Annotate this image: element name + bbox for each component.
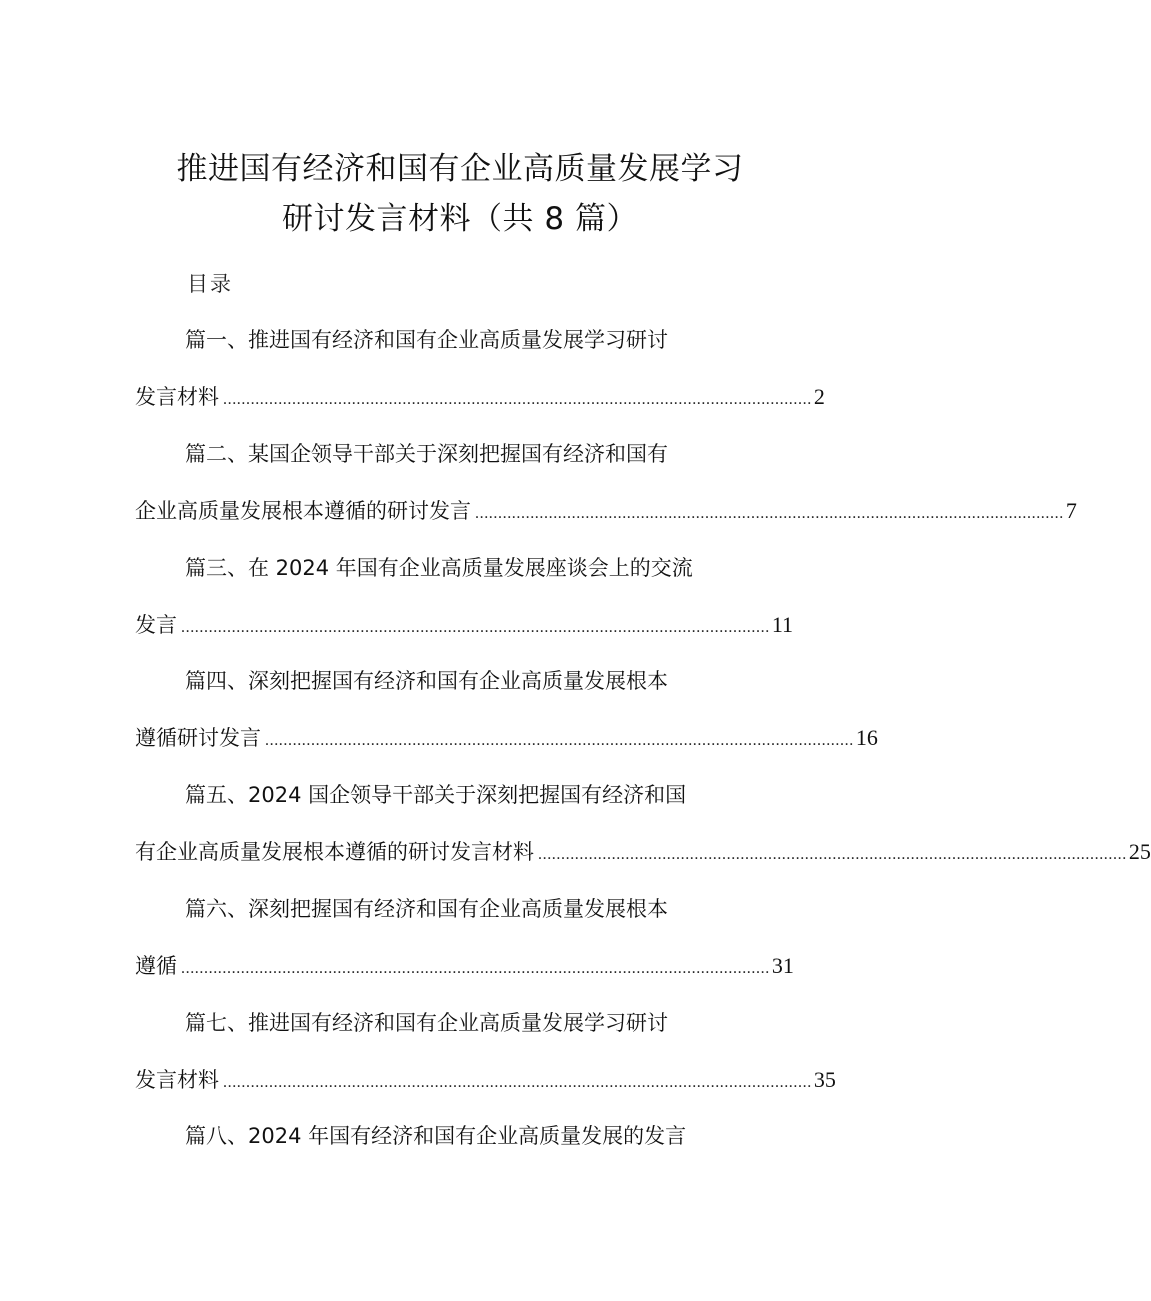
toc-heading: 目录 bbox=[187, 272, 233, 296]
toc-page-number: 16 bbox=[855, 725, 878, 750]
dot-leader: ................................................................................................................................ bbox=[223, 1074, 812, 1091]
dot-leader: ................................................................................................................................ bbox=[181, 960, 770, 977]
toc-entry-1-title[interactable]: 篇一、推进国有经济和国有企业高质量发展学习研讨 bbox=[185, 328, 668, 352]
toc-entry-4-continuation[interactable] bbox=[135, 722, 878, 752]
toc-entry-6-continuation[interactable] bbox=[135, 950, 794, 980]
toc-entry-text: 发言材料 bbox=[135, 1068, 219, 1092]
toc-entry-5-title[interactable]: 篇五、2024 国企领导干部关于深刻把握国有经济和国 bbox=[185, 783, 687, 807]
dot-leader: ................................................................................................................................ bbox=[223, 391, 812, 408]
document-title-line-1: 推进国有经济和国有企业高质量发展学习 bbox=[176, 151, 744, 187]
toc-page-number: 11 bbox=[771, 612, 793, 637]
toc-entry-6-title[interactable]: 篇六、深刻把握国有经济和国有企业高质量发展根本 bbox=[185, 897, 668, 921]
toc-entry-3-title[interactable]: 篇三、在 2024 年国有企业高质量发展座谈会上的交流 bbox=[185, 556, 693, 580]
toc-entry-text: 有企业高质量发展根本遵循的研讨发言材料 bbox=[135, 840, 534, 864]
toc-page-number: 35 bbox=[813, 1067, 836, 1092]
toc-entry-3-continuation[interactable] bbox=[135, 609, 793, 639]
toc-entry-4-title[interactable]: 篇四、深刻把握国有经济和国有企业高质量发展根本 bbox=[185, 669, 668, 693]
toc-entry-text: 发言材料 bbox=[135, 385, 219, 409]
document-title-line-2: 研讨发言材料（共 8 篇） bbox=[282, 201, 638, 237]
toc-page-number: 25 bbox=[1128, 839, 1151, 864]
dot-leader: ................................................................................................................................ bbox=[181, 619, 770, 636]
toc-entry-text: 遵循研讨发言 bbox=[135, 726, 261, 750]
toc-entry-2-title[interactable]: 篇二、某国企领导干部关于深刻把握国有经济和国有 bbox=[185, 442, 668, 466]
toc-entry-8-title[interactable]: 篇八、2024 年国有经济和国有企业高质量发展的发言 bbox=[185, 1124, 687, 1148]
toc-entry-7-continuation[interactable] bbox=[135, 1064, 836, 1094]
toc-entry-2-continuation[interactable] bbox=[135, 495, 1077, 525]
toc-page-number: 7 bbox=[1065, 498, 1077, 523]
dot-leader: ................................................................................................................................ bbox=[475, 505, 1064, 522]
toc-entry-7-title[interactable]: 篇七、推进国有经济和国有企业高质量发展学习研讨 bbox=[185, 1011, 668, 1035]
toc-entry-text: 发言 bbox=[135, 613, 177, 637]
dot-leader: ................................................................................................................................ bbox=[538, 846, 1127, 863]
toc-page-number: 31 bbox=[771, 953, 794, 978]
toc-entry-1-continuation[interactable] bbox=[135, 381, 825, 411]
toc-page-number: 2 bbox=[813, 384, 825, 409]
toc-entry-5-continuation[interactable] bbox=[135, 836, 1151, 866]
toc-entry-text: 遵循 bbox=[135, 954, 177, 978]
dot-leader: ................................................................................................................................ bbox=[265, 732, 854, 749]
toc-entry-text: 企业高质量发展根本遵循的研讨发言 bbox=[135, 499, 471, 523]
